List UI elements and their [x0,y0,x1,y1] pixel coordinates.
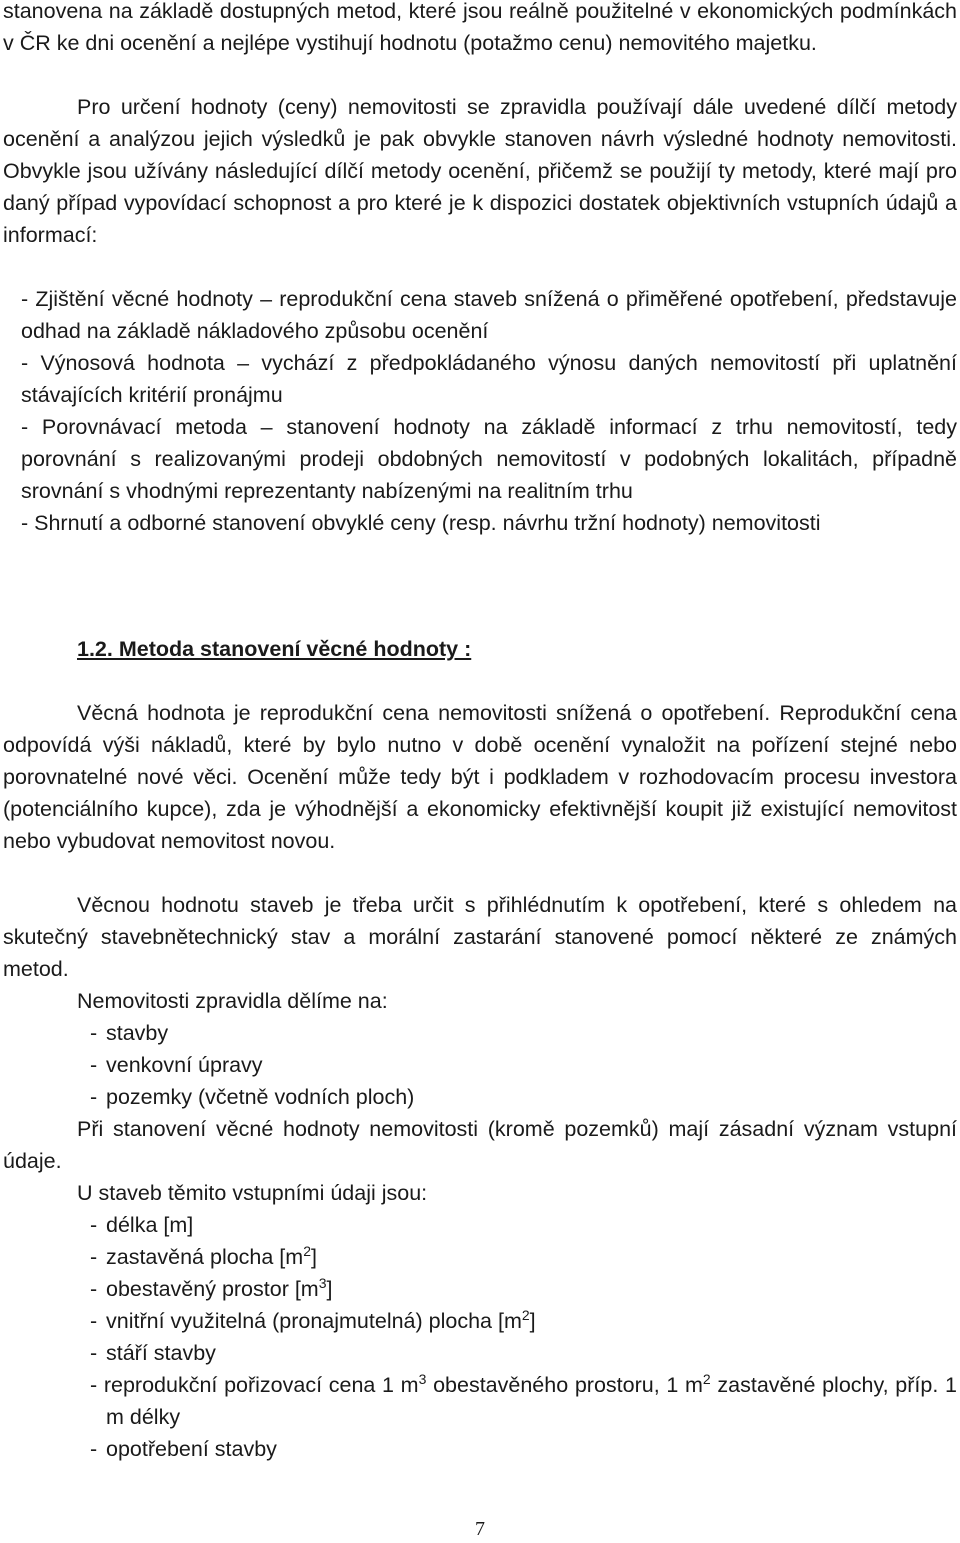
list-item: - stáří stavby [90,1341,216,1365]
method-item-comparison: - Porovnávací metoda – stanovení hodnoty na základě informací z trhu nemovitostí, tedy porovnání s realizovanými prodeji obdobných nemovitostí v podobných lokalitách, případně srovnání s vhodnými reprezentanty nabízenými na realitním trhu [21,415,957,503]
list-item: - venkovní úpravy [90,1053,263,1077]
paragraph-definition: Věcná hodnota je reprodukční cena nemovitosti snížená o opotřebení. Reprodukční cena odpovídá výši nákladů, které by bylo nutno v době ocenění vynaložit na pořízení stejné nebo porovnatelné nové věci. Ocenění může tedy být i podkladem v rozhodovacím procesu investora (potenciálního kupce), zda je výhodnější a ekonomicky efektivnější koupit již existující nemovitost nebo vybudovat nemovitost novou. [3,701,957,853]
list-item: - pozemky (včetně vodních ploch) [90,1085,415,1109]
list-item: - zastavěná plocha $[m^2]$ [90,1243,317,1269]
paragraph-depreciation: Věcnou hodnotu staveb je třeba určit s přihlédnutím k opotřebení, které s ohledem na skutečný stavebnětechnický stav a morální zastarání stanovené pomocí některé ze známých metod. [3,893,957,981]
list-item: - stavby [90,1021,169,1045]
method-list [3,283,957,539]
list-item: - vnitřní využitelná (pronajmutelná) plocha $[m^2]$ [90,1307,536,1333]
input-list [0,1209,536,1369]
list-item: - opotřebení stavby [90,1437,277,1461]
paragraph-methods: Pro určení hodnoty (ceny) nemovitosti se zpravidla používají dále uvedené dílčí metody ocenění a analýzou jejich výsledků je pak obvykle stanoven návrh výsledné hodnoty nemovitosti. Obvykle jsou užívány následující dílčí metody ocenění, přičemž se použijí ty metody, které mají pro daný případ vypovídací schopnost a pro které je k dispozici dostatek objektivních vstupních údajů a informací: [3,95,957,247]
input-list-end [0,1433,277,1465]
paragraph-divide: Nemovitosti zpravidla dělíme na: [77,989,388,1013]
paragraph-building-inputs: U staveb těmito vstupními údaji jsou: [77,1181,428,1205]
list-item: - délka [m] [90,1213,194,1237]
paragraph-intro-continuation: stanovena na základě dostupných metod, které jsou reálně použitelné v ekonomických podmínkách v ČR ke dni ocenění a nejlépe vystihují hodnotu (potažmo cenu) nemovitého majetku. [3,0,957,55]
divide-list [0,1017,414,1113]
paragraph-inputs: Při stanovení věcné hodnoty nemovitosti (kromě pozemků) mají zásadní význam vstupní údaje. [3,1117,957,1173]
page-number: 7 [475,1518,485,1540]
method-item-summary: - Shrnutí a odborné stanovení obvyklé ceny (resp. návrhu tržní hodnoty) nemovitosti [21,511,821,535]
list-item: - obestavěný prostor $[m^3]$ [90,1275,333,1301]
method-item-income: - Výnosová hodnota – vychází z předpokládaného výnosu daných nemovitostí při uplatnění stávajících kritérií pronájmu [21,351,957,407]
section-heading: 1.2. Metoda stanovení věcné hodnoty : [77,637,472,661]
input-item-cost: - reprodukční pořizovací cena 1 $m^3$ obestavěného prostoru, 1 $m^2$ zastavěné plochy, příp. 1 m délky [90,1371,957,1429]
method-item-cost: - Zjištění věcné hodnoty – reprodukční cena staveb snížená o přiměřené opotřebení, představuje odhad na základě nákladového způsobu ocenění [21,287,957,343]
